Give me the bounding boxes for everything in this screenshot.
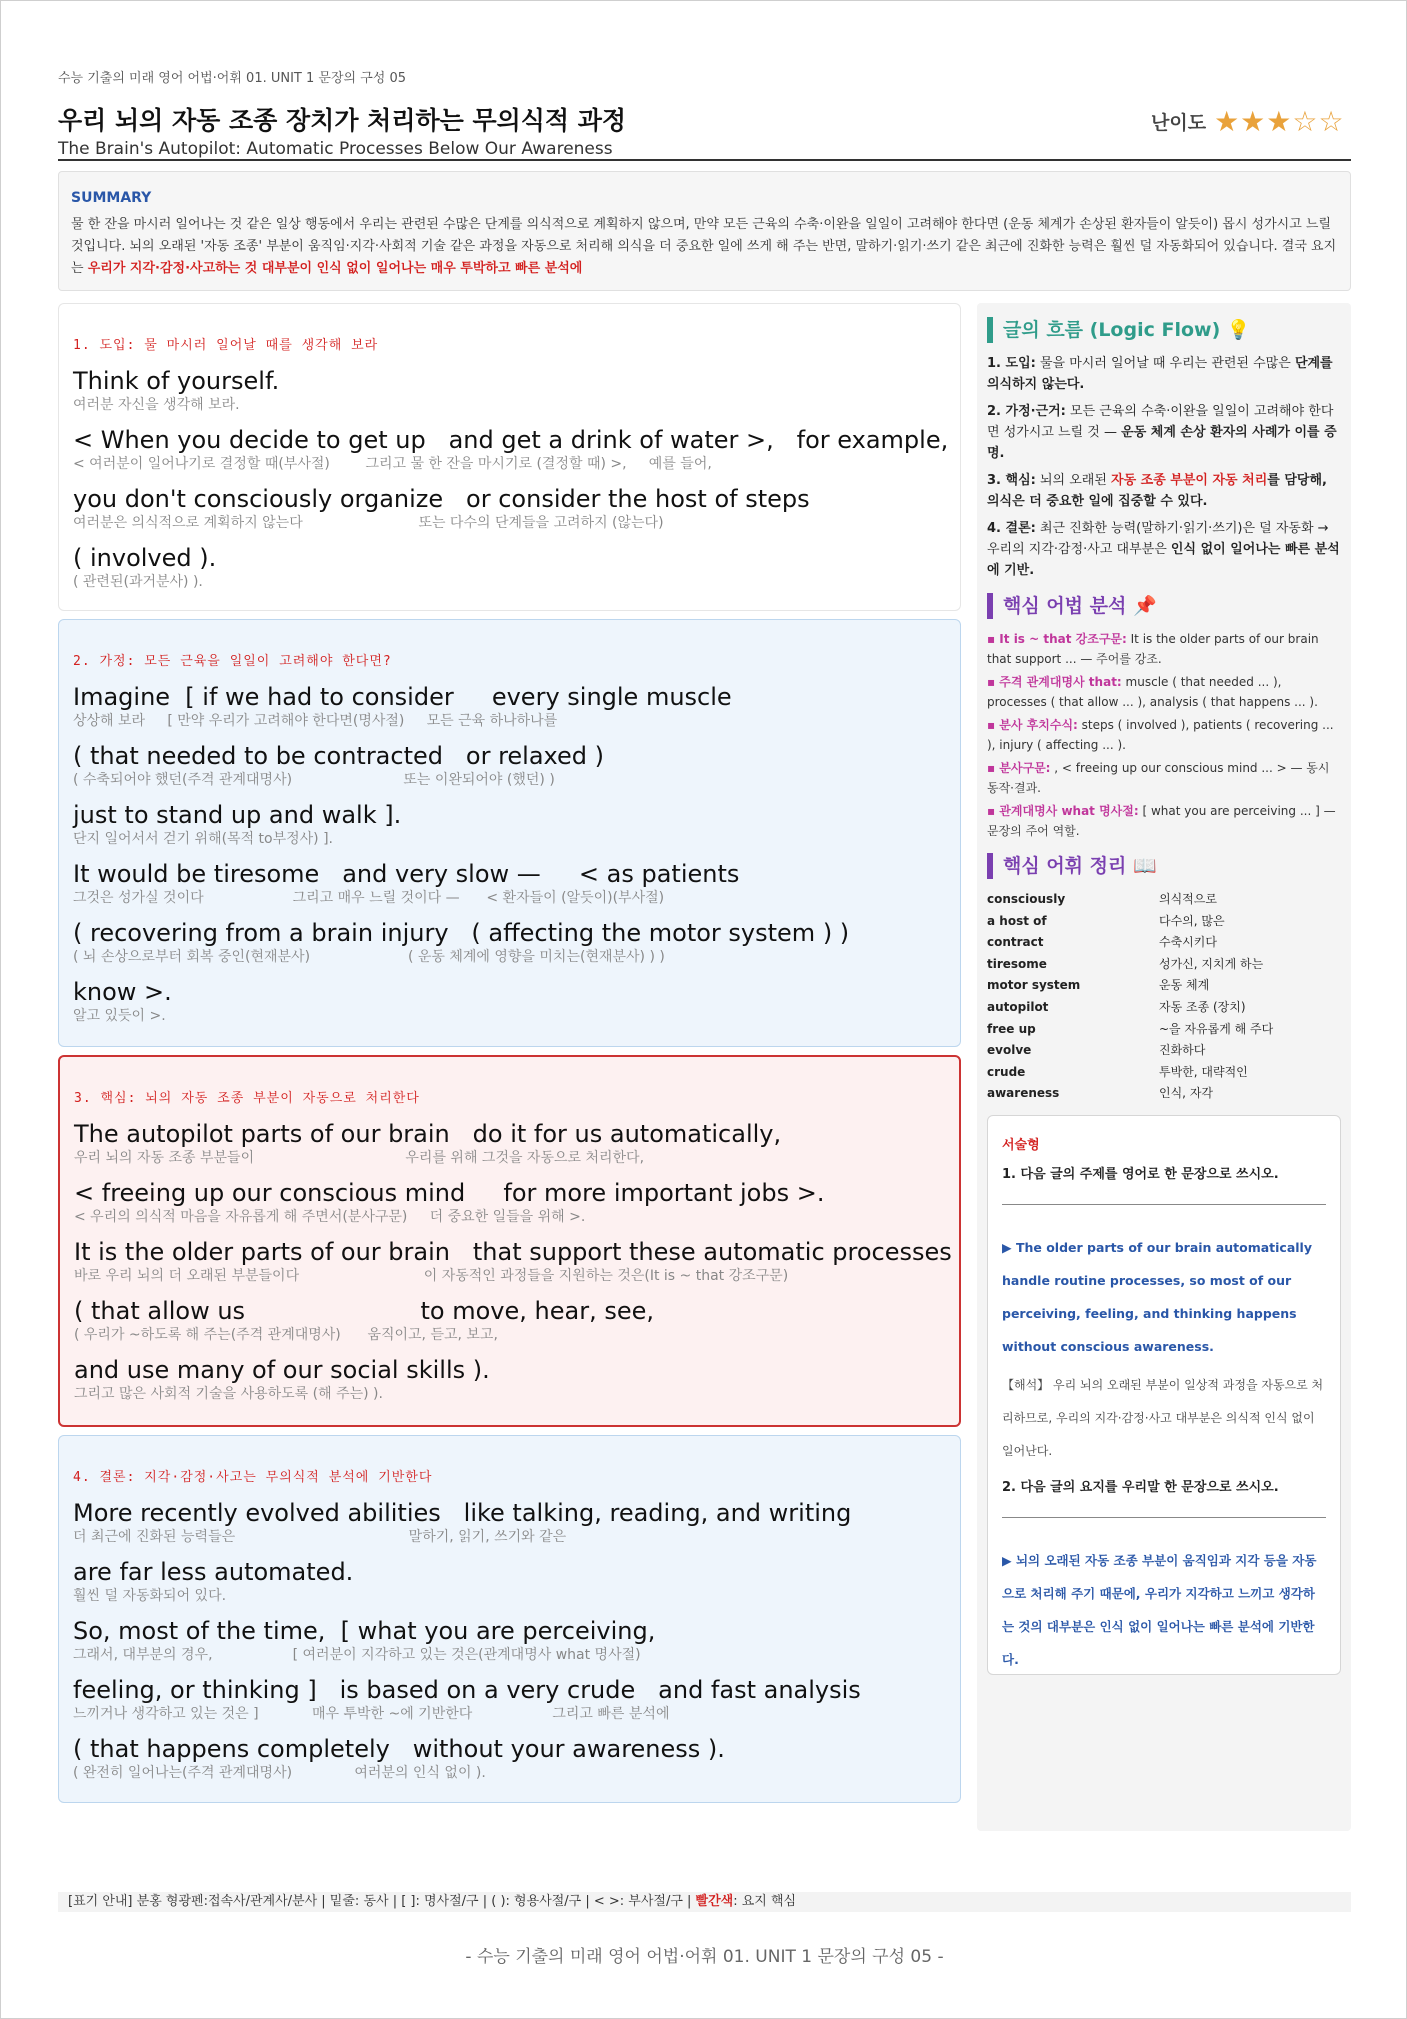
sentence-row [73,483,948,532]
flow-item-t: 모든 근육의 수축·이완을 일일이 고려해야 한다면 성가시고 느릴 것 — [987,404,1334,440]
essay-answer-1: ▶ The older parts of our brain automatically handle routine processes, so most of our perceiving, feeling, and thinking happens without conscious awareness. [1002,1239,1312,1354]
sentence-row [73,1556,948,1605]
section-intro [58,303,961,611]
vocab-row [987,954,1341,976]
sentence-row [73,542,948,591]
vocab-word: awareness [987,1086,1060,1101]
sentence-row [73,976,948,1025]
vocab-row [987,997,1341,1019]
grammar-key: ▪ It is ~ that 강조구문: [987,632,1127,646]
page-footer: - 수능 기출의 미래 영어 어법·어휘 01. UNIT 1 문장의 구성 05 - [465,1947,944,1967]
korean-gloss: ( 수축되어야 했던(주격 관계대명사) 또는 이완되어야 (했던) ) [73,772,555,788]
english-chunk: The autopilot parts of our brain do it for us automatically, [74,1120,782,1148]
vocab-word: evolve [987,1043,1032,1058]
english-chunk: feeling, or thinking ] is based on a very crude and fast analysis [73,1676,861,1704]
vocab-meaning: 진화하다 [1159,1043,1206,1058]
vocab-word: tiresome [987,956,1047,971]
flow-item [987,470,1341,512]
english-chunk: It is the older parts of our brain that support these automatic processes [74,1238,952,1266]
section-conclusion [58,1435,961,1803]
essay-label: 서술형 [1002,1137,1040,1153]
sentence-row [74,1177,947,1226]
star-icon: ★★★☆☆ [1214,105,1345,138]
vocab-row [987,889,1341,911]
essay-answer-2: ▶ 뇌의 오래된 자동 조종 부분이 움직임과 지각 등을 자동으로 처리해 주기 때문에, 우리가 지각하고 느끼고 생각하는 것의 대부분은 인식 없이 일어나는 빠른 분석에 기반한다. [1002,1552,1317,1667]
flow-item-k: 1. 도입: [987,356,1036,371]
vocab-word: motor system [987,978,1081,993]
korean-gloss: 그래서, 대부분의 경우, [ 여러분이 지각하고 있는 것은(관계대명사 what 명사절) [73,1647,641,1663]
sidebar [977,303,1351,1831]
vocab-meaning: 수축시키다 [1159,935,1217,950]
sentence-row [73,365,948,414]
grammar-key: ▪ 관계대명사 what 명사절: [987,804,1139,818]
korean-gloss: 여러분 자신을 생각해 보라. [73,397,240,413]
english-chunk: ( that needed to be contracted or relaxed ) [73,742,604,770]
english-chunk: know >. [73,978,172,1006]
vocab-word: consciously [987,892,1066,906]
korean-gloss: 우리 뇌의 자동 조종 부분들이 우리를 위해 그것을 자동으로 처리한다, [74,1150,645,1166]
english-chunk: < When you decide to get up and get a drink of water >, for example, [73,426,949,454]
vocab-meaning: 운동 체계 [1159,978,1210,993]
english-chunk: just to stand up and walk ]. [73,801,402,829]
sentence-row [74,1118,947,1167]
sentence-row [73,1733,948,1782]
sentence-row [73,858,948,907]
english-chunk: and use many of our social skills ). [74,1356,490,1384]
grammar-text: , < freeing up our conscious mind ... > — 동시동작·결과. [987,761,1330,795]
korean-gloss: 여러분은 의식적으로 계획하지 않는다 또는 다수의 단계들을 고려하지 (않는다) [73,515,664,531]
korean-gloss: 그것은 성가실 것이다 그리고 매우 느릴 것이다 — < 환자들이 (알듯이)(부사절) [73,890,665,906]
grammar-text: [ what you are perceiving ... ] — 문장의 주어 역할. [987,804,1336,838]
section-heading: 4. 결론: 지각·감정·사고는 무의식적 분석에 기반한다 [73,1470,433,1485]
grammar-item [987,758,1341,798]
english-chunk: ( that allow us to move, hear, see, [74,1297,655,1325]
vocab-row [987,975,1341,997]
sentence-row [74,1295,947,1344]
sentence-row [74,1354,947,1403]
korean-gloss: ( 관련된(과거분사) ). [73,574,203,590]
summary-highlight: 우리가 지각·감정·사고하는 것 대부분이 인식 없이 일어나는 매우 투박하고 빠른 분석에 [87,261,583,276]
english-chunk: Think of yourself. [73,367,280,395]
vocab-word: crude [987,1064,1026,1079]
grammar-text: muscle ( that needed ... ), processes ( that allow ... ), analysis ( that happens ... ). [987,675,1318,709]
legend-red: 빨간색 [695,1894,734,1909]
vocab-word: a host of [987,913,1047,928]
answer-line [1002,1204,1326,1205]
flow-item-k: 3. 핵심: [987,473,1036,488]
flow-item-b: 를 담당해, 의식은 더 중요한 일에 집중할 수 있다. [987,473,1327,509]
vocab-row [987,911,1341,933]
essay-question-1: 1. 다음 글의 주제를 영어로 한 문장으로 쓰시오. [1002,1166,1279,1182]
legend-text: [표기 안내] 분홍 형광펜:접속사/관계사/분사 | 밑줄: 동사 | [ ]: 명사절/구 | ( ): 형용사절/구 | < >: 부사절/구 | [68,1894,696,1909]
flow-item [987,353,1341,395]
sentence-row [73,1674,948,1723]
vocab-word: free up [987,1021,1036,1036]
korean-gloss: ( 우리가 ~하도록 해 주는(주격 관계대명사) 움직이고, 듣고, 보고, [74,1327,498,1343]
summary-label: SUMMARY [71,190,152,206]
section-heading: 2. 가정: 모든 근육을 일일이 고려해야 한다면? [73,654,392,669]
essay-box [987,1115,1341,1675]
korean-gloss: 느끼거나 생각하고 있는 것은 ] 매우 투박한 ~에 기반한다 그리고 빠른 분석에 [73,1706,670,1722]
summary-text [71,214,1338,280]
difficulty-label: 난이도 [1151,112,1207,134]
vocab-meaning: 인식, 자각 [1159,1086,1213,1101]
vocab-title: 핵심 어휘 정리 📖 [987,853,1341,879]
vocab-word: autopilot [987,999,1049,1014]
grammar-title: 핵심 어법 분석 📌 [987,593,1341,619]
sentence-row [73,1497,948,1546]
vocab-meaning: 투박한, 대략적인 [1159,1064,1248,1079]
grammar-text: It is the older parts of our brain that support ... — 주어를 강조. [987,632,1319,666]
vocab-row [987,1019,1341,1041]
flow-item-b: 인식 없이 일어나는 빠른 분석에 기반. [987,542,1340,578]
vocab-meaning: 성가신, 지치게 하는 [1159,956,1264,971]
grammar-key: ▪ 분사 후치수식: [987,718,1078,732]
difficulty-rating [1151,105,1345,138]
english-chunk: you don't consciously organize or consider the host of steps [73,485,810,513]
essay-question-2: 2. 다음 글의 요지를 우리말 한 문장으로 쓰시오. [1002,1479,1279,1495]
sentence-row [74,1236,952,1285]
korean-gloss: < 여러분이 일어나기로 결정할 때(부사절) 그리고 물 한 잔을 마시기로 (결정할 때) >, 예를 들어, [73,456,712,472]
sentence-row [73,1615,948,1664]
grammar-item [987,801,1341,841]
answer-line [1002,1517,1326,1518]
grammar-item [987,629,1341,669]
vocab-row [987,932,1341,954]
english-chunk: ( involved ). [73,544,217,572]
korean-gloss: ( 뇌 손상으로부터 회복 중인(현재분사) ( 운동 체계에 영향을 미치는(현재분사) ) ) [73,949,665,965]
english-chunk: are far less automated. [73,1558,354,1586]
korean-gloss: < 우리의 의식적 마음을 자유롭게 해 주면서(분사구문) 더 중요한 일들을 위해 >. [74,1209,586,1225]
vocab-table [987,889,1341,1105]
vocab-row [987,1083,1341,1105]
english-chunk: ( recovering from a brain injury ( affecting the motor system ) ) [73,919,850,947]
vocab-row [987,1040,1341,1062]
section-heading: 1. 도입: 물 마시러 일어날 때를 생각해 보라 [73,338,379,353]
flow-item-t: 최근 진화한 능력(말하기·읽기·쓰기)은 덜 자동화 → 우리의 지각·감정·사고 대부분은 [987,521,1329,557]
english-chunk: So, most of the time, [ what you are perceiving, [73,1617,656,1645]
page-subtitle: The Brain's Autopilot: Automatic Processes Below Our Awareness [58,139,613,159]
flow-item [987,518,1341,581]
vocab-row [987,1062,1341,1084]
grammar-item [987,715,1341,755]
legend-tail: : 요지 핵심 [733,1894,797,1909]
vocab-meaning: 자동 조종 (장치) [1159,999,1246,1014]
notation-legend [58,1892,1351,1912]
book-label: 수능 기출의 미래 영어 어법·어휘 01. UNIT 1 문장의 구성 05 [58,71,407,86]
english-chunk: ( that happens completely without your awareness ). [73,1735,725,1763]
logic-flow-title: 글의 흐름 (Logic Flow) 💡 [987,317,1341,343]
korean-gloss: 그리고 많은 사회적 기술을 사용하도록 (해 주는) ). [74,1386,383,1402]
korean-gloss: 상상해 보라 [ 만약 우리가 고려해야 한다면(명사절) 모든 근육 하나하나를 [73,713,558,729]
sentence-row [73,740,948,789]
vocab-word: contract [987,935,1044,950]
logic-flow-list [987,353,1341,581]
flow-item-t: 물을 마시러 일어날 때 우리는 관련된 수많은 [1035,356,1295,371]
flow-item-k: 4. 결론: [987,521,1036,536]
vocab-meaning: 다수의, 많은 [1159,913,1225,928]
sentence-row [73,917,948,966]
english-chunk: < freeing up our conscious mind for more important jobs >. [74,1179,825,1207]
flow-item [987,401,1341,464]
grammar-key: ▪ 주격 관계대명사 that: [987,675,1122,689]
korean-gloss: ( 완전히 일어나는(주격 관계대명사) 여러분의 인식 없이 ). [73,1765,486,1781]
section-core [58,1055,961,1427]
english-chunk: More recently evolved abilities like talking, reading, and writing [73,1499,852,1527]
vocab-meaning: 의식적으로 [1159,892,1217,906]
english-chunk: It would be tiresome and very slow — < as patients [73,860,740,888]
section-hypothesis [58,619,961,1047]
title-divider [58,159,1351,161]
korean-gloss: 더 최근에 진화된 능력들은 말하기, 읽기, 쓰기와 같은 [73,1529,567,1545]
english-chunk: Imagine [ if we had to consider every single muscle [73,683,732,711]
flow-item-b: 운동 체계 손상 환자의 사례가 이를 증명. [987,425,1337,461]
essay-translation-1: 【해석】 우리 뇌의 오래된 부분이 일상적 과정을 자동으로 처리하므로, 우리의 지각·감정·사고 대부분은 의식적 인식 없이 일어난다. [1002,1377,1324,1458]
grammar-key: ▪ 분사구문: [987,761,1051,775]
flow-item-t: 뇌의 오래된 [1035,473,1112,488]
page-title: 우리 뇌의 자동 조종 장치가 처리하는 무의식적 과정 [58,106,627,135]
korean-gloss: 훨씬 덜 자동화되어 있다. [73,1588,227,1604]
korean-gloss: 바로 우리 뇌의 더 오래된 부분들이다 이 자동적인 과정들을 지원하는 것은(It is ~ that 강조구문) [74,1268,789,1284]
sentence-row [73,681,948,730]
flow-item-r: 자동 조종 부분이 자동 처리 [1111,473,1268,488]
sentence-row [73,799,948,848]
flow-item-k: 2. 가정·근거: [987,404,1066,419]
grammar-text: steps ( involved ), patients ( recovering ... ), injury ( affecting ... ). [987,718,1334,752]
grammar-item [987,672,1341,712]
vocab-meaning: ~을 자유롭게 해 주다 [1159,1021,1274,1036]
sentence-row [73,424,948,473]
section-heading: 3. 핵심: 뇌의 자동 조종 부분이 자동으로 처리한다 [74,1091,420,1106]
summary-box [58,171,1351,291]
grammar-list [987,629,1341,841]
summary-body: 물 한 잔을 마시러 일어나는 것 같은 일상 행동에서 우리는 관련된 수많은 단계를 의식적으로 계획하지 않으며, 만약 모든 근육의 수축·이완을 일일이 고려해야 한다면 (운동 체계가 손상된 환자들이 알듯이) 몹시 성가시고 느릴 것입니다. 뇌의 오래된 '자동 조종' 부분이 움직임·지각·사회적 기술 같은 과정을 자동으로 처리해 의식을 더 중요한 일에 쓰게 해 주는 반면, 말하기·읽기·쓰기 같은 최근에 진화한 능력은 훨씬 덜 자동화되어 있습니다. 결국 요지는 [71,217,1337,276]
flow-item-b: 단계를 의식하지 않는다. [987,356,1333,392]
korean-gloss: 알고 있듯이 >. [73,1008,166,1024]
korean-gloss: 단지 일어서서 걷기 위해(목적 to부정사) ]. [73,831,334,847]
